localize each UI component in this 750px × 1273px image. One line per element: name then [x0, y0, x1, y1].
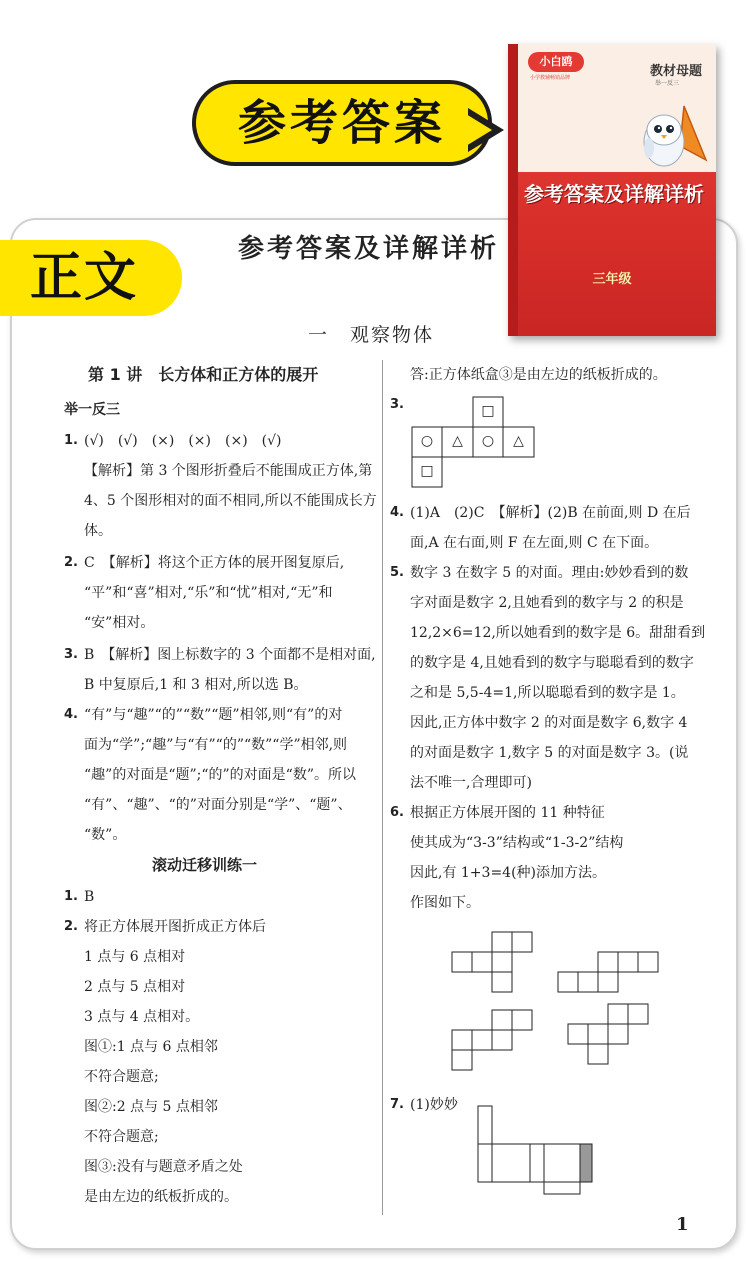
net-symbol: □: [420, 463, 434, 479]
net-symbol: ○: [420, 433, 434, 449]
answer-line: (1)妙妙: [410, 1097, 458, 1113]
question-number: 7.: [390, 1097, 404, 1112]
net-symbol: □: [481, 403, 495, 419]
banner-label: 参考答案: [237, 95, 446, 151]
subsection-title: 举一反三: [64, 402, 120, 418]
answer-line: 使其成为“3-3”结构或“1-3-2”结构: [410, 835, 624, 851]
answer-line: 面,A 在右面,则 F 在左面,则 C 在下面。: [410, 535, 659, 551]
answer-line: (√) (√) (×) (×) (×) (√): [84, 433, 282, 449]
answer-line: (1)A (2)C 【解析】(2)B 在前面,则 D 在后: [410, 505, 691, 521]
answer-line: 的对面是数字 1,数字 5 的对面是数字 3。(说: [410, 745, 689, 761]
answer-line: 图①:1 点与 6 点相邻: [84, 1039, 218, 1055]
answer-line: 法不唯一,合理即可): [410, 775, 532, 791]
question-number: 3.: [64, 647, 78, 662]
document-title: 参考答案及详解详析: [238, 234, 500, 264]
book-logo-subtitle: 小学教辅畅销品牌: [530, 75, 571, 81]
question-number: 2.: [64, 919, 78, 934]
answer-line: 图③:没有与题意矛盾之处: [84, 1159, 243, 1175]
cube-nets-figure: [448, 930, 664, 1076]
answer-line: 1 点与 6 点相对: [84, 949, 186, 965]
subsection-title: 滚动迁移训练一: [152, 856, 258, 874]
question-number: 4.: [64, 707, 78, 722]
answer-line: 因此,有 1+3=4(种)添加方法。: [410, 865, 607, 881]
answer-line: “平”和“喜”相对,“乐”和“忧”相对,“无”和: [84, 585, 333, 601]
answer-line: 3 点与 4 点相对。: [84, 1009, 200, 1025]
book-title: 参考答案及详解详析: [524, 182, 704, 206]
answer-line: 12,2×6=12,所以她看到的数字是 6。甜甜看到: [410, 625, 706, 641]
question-number: 3.: [390, 397, 404, 412]
unfolded-box-figure: [476, 1104, 596, 1198]
question-number: 1.: [64, 433, 78, 448]
question-number: 6.: [390, 805, 404, 820]
answer-line: 是由左边的纸板折成的。: [84, 1189, 238, 1205]
answer-line: B 【解析】图上标数字的 3 个面都不是相对面,: [84, 647, 376, 663]
question-number: 4.: [390, 505, 404, 520]
question-number: 5.: [390, 565, 404, 580]
answer-line: 的数字是 4,且她看到的数字与聪聪看到的数字: [410, 655, 694, 671]
answer-line: “有”、“趣”、“的”对面分别是“学”、“题”、: [84, 797, 352, 813]
net-symbol: ○: [481, 433, 495, 449]
question-number: 1.: [64, 889, 78, 904]
answer-line: 【解析】第 3 个图形折叠后不能围成正方体,第: [84, 463, 373, 479]
page-number: 1: [676, 1214, 689, 1235]
net-symbol: △: [452, 433, 463, 449]
section-title: 一 观察物体: [308, 324, 435, 346]
answer-line: 根据正方体展开图的 11 种特征: [410, 805, 605, 821]
answer-line: 不符合题意;: [84, 1129, 159, 1145]
answer-line: 图②:2 点与 5 点相邻: [84, 1099, 218, 1115]
lecture-title: 第 1 讲 长方体和正方体的展开: [88, 365, 319, 384]
answer-line: 面为“学”;“趣”与“有”“的”“数”“学”相邻,则: [84, 737, 348, 753]
book-logo: 小白鸥: [528, 52, 584, 72]
bird-mascot-icon: [640, 100, 710, 172]
answer-line: “数”。: [84, 827, 127, 843]
answer-line: 之和是 5,5-4=1,所以聪聪看到的数字是 1。: [410, 685, 685, 701]
answer-line: 4、5 个图形相对的面不相同,所以不能围成长方: [84, 493, 377, 509]
answer-line: 字对面是数字 2,且她看到的数字与 2 的积是: [410, 595, 684, 611]
answer-line: B 中复原后,1 和 3 相对,所以选 B。: [84, 677, 308, 693]
book-series-subtitle: 举一反三: [655, 80, 680, 87]
answer-line: “有”与“趣”“的”“数”“题”相邻,则“有”的对: [84, 707, 343, 723]
net-symbol: △: [513, 433, 524, 449]
answer-line: 不符合题意;: [84, 1069, 159, 1085]
answer-line: 数字 3 在数字 5 的对面。理由:妙妙看到的数: [410, 565, 689, 581]
answer-line: 2 点与 5 点相对: [84, 979, 186, 995]
question-number: 2.: [64, 555, 78, 570]
answer-line: “趣”的对面是“题”;“的”的对面是“数”。所以: [84, 767, 356, 783]
answer-line: B: [84, 889, 95, 905]
book-grade: 三年级: [592, 272, 632, 287]
answer-line: 将正方体展开图折成正方体后: [84, 919, 266, 935]
answer-line: 体。: [84, 523, 112, 539]
section-tab-label: 正文: [29, 248, 138, 308]
book-series: 教材母题: [650, 64, 703, 79]
answer-line: 因此,正方体中数字 2 的对面是数字 6,数字 4: [410, 715, 688, 731]
answer-line: “安”相对。: [84, 615, 155, 631]
answer-line: C 【解析】将这个正方体的展开图复原后,: [84, 555, 345, 571]
column-divider: [382, 360, 383, 1215]
answer-line: 答:正方体纸盒③是由左边的纸板折成的。: [410, 367, 667, 383]
answer-line: 作图如下。: [410, 895, 480, 911]
